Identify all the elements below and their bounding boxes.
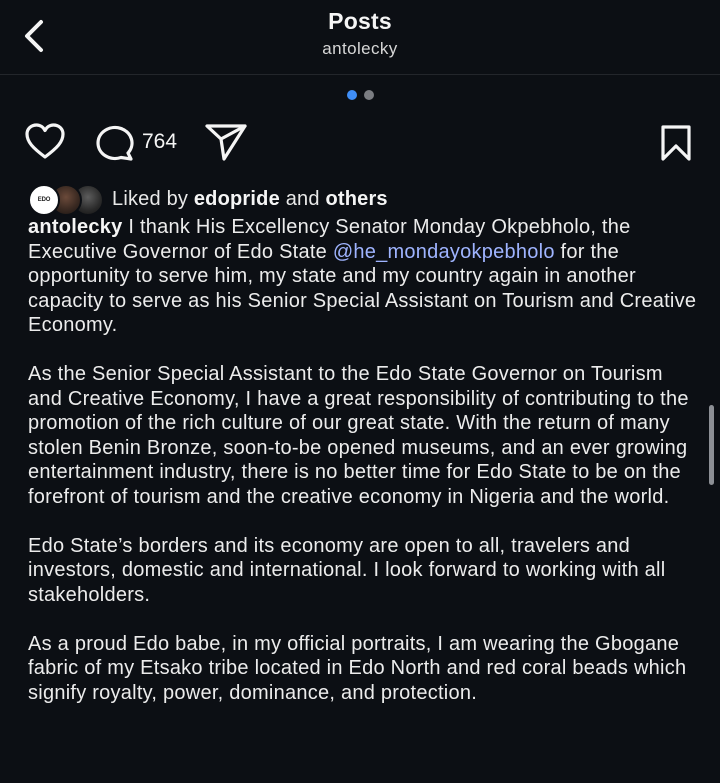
liker-avatars [28,184,108,214]
liked-by-text [112,188,388,211]
page-title: Posts [328,8,392,34]
scrollbar[interactable] [709,405,714,485]
bookmark-icon [660,124,692,162]
header-titles [0,8,720,59]
caption-paragraph: Edo State’s borders and its economy are open to all, travelers and investors, domestic and international. I look forward to working with all stakeholders. [28,534,666,606]
liked-by-row[interactable] [28,184,388,214]
carousel-dot-active [347,90,357,100]
post-caption [28,215,698,730]
action-bar [24,120,696,164]
header [0,0,720,75]
liked-by-prefix: Liked by [112,187,189,210]
comment-button[interactable] [94,122,177,162]
caption-text: I thank His Excellency Senator Monday Okpebholo, the Executive Governor of Edo State [28,216,631,263]
caption-paragraph: As the Senior Special Assistant to the Edo State Governor on Tourism and Creative Economy, I have a great responsibility of contributing to the promotion of the rich culture of our great state. With the return of many stolen Benin Bronze, soon-to-be opened museums, and an ever growing entertainment industry, there is no better time for Edo State to be on the forefront of tourism and the creative economy in Nigeria and the world. [28,363,689,508]
liked-by-user-link[interactable]: edopride [193,187,280,210]
like-button[interactable] [24,122,66,160]
mention-link[interactable]: @he_mondayokpebholo [332,240,555,263]
caption-username[interactable]: antolecky [28,216,123,238]
heart-icon [24,122,66,160]
caption-paragraph: As a proud Edo babe, in my official portraits, I am wearing the Gbogane fabric of my Etsako tribe located in Edo North and red coral beads which signify royalty, power, dominance, and protection. [28,632,687,704]
caption-text: for the opportunity to serve him, my state and my country again in another capacity to serve as his Senior Special Assistant on Tourism and Creative Economy. [28,240,697,336]
save-button[interactable] [660,124,692,162]
liked-by-others-link[interactable]: others [325,187,388,210]
liked-by-joiner: and [285,187,320,210]
paper-plane-icon [204,122,248,162]
page-subtitle-username[interactable]: antolecky [322,39,398,58]
carousel-indicator [0,90,720,100]
comment-icon [94,122,136,162]
avatar [28,184,60,216]
carousel-dot [364,90,374,100]
share-button[interactable] [204,122,248,162]
caption-paragraph [28,215,698,338]
avatar-logo-text: EDO [37,197,51,203]
comment-count: 764 [142,130,178,153]
